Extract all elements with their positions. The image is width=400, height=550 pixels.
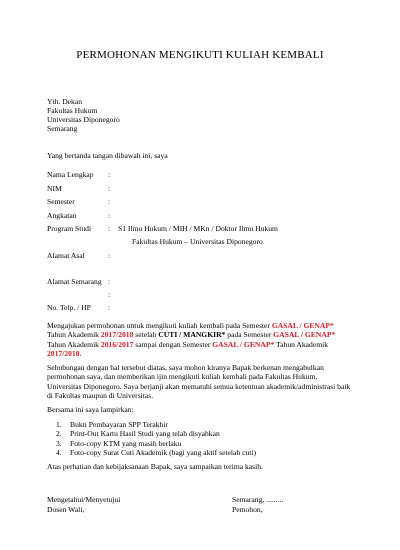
request-paragraph: [47, 321, 357, 358]
request-text: Mengajukan permohonan untuk mengikuti kuliah kembali pada Semester: [47, 321, 272, 330]
field-label-alamat-asal: Alamat Asal: [47, 251, 85, 260]
list-item-number: 1.: [56, 420, 62, 429]
attachments-intro: Bersama ini saya lampirkan:: [47, 405, 134, 414]
field-colon: :: [108, 184, 111, 193]
sign-right-line-2: Pemohon,: [232, 505, 263, 514]
list-item: [56, 429, 256, 438]
paragraph-2: Sehubungan dengan hal tersebut diatas, saya mohon kiranya Bapak berkenan mengabulkan permohonan saya, dan memberikan ijin mengikuti kuliah kembali pada Fakultas Hukum, Universitas Diponegoro. Saya berjanji akan mematuhi semua ketentuan akademik/administrasi baik di Fakultas maupun di Universitas.: [47, 363, 351, 400]
list-item-text: Foto-copy KTM yang masih berlaku: [70, 438, 182, 448]
semester-type-highlight: GASAL / GENAP*: [212, 339, 275, 349]
list-item: [56, 420, 256, 429]
request-text: Tahun Akademik: [274, 339, 329, 349]
request-text: .: [79, 348, 82, 358]
addressee-line-3: Universitas Diponegoro: [47, 115, 120, 124]
closing-text: Atas perhatian dan kebijaksanaan Bapak, saya sampaikan terima kasih.: [47, 462, 263, 471]
semester-type-highlight: GASAL / GENAP*: [271, 321, 334, 330]
semester-type-highlight: GASAL / GENAP*: [273, 330, 336, 340]
field-label-nama: Nama Lengkap: [47, 170, 94, 179]
intro-text: Yang bertanda tangan dibawah ini, saya: [47, 151, 168, 160]
request-text: Tahun Akademik: [47, 339, 101, 349]
field-colon: :: [108, 290, 111, 299]
field-colon: :: [108, 170, 111, 179]
list-item: [56, 439, 256, 448]
field-label-nim: NIM: [47, 184, 62, 193]
field-colon: :: [108, 277, 111, 286]
field-label-angkatan: Angkatan: [47, 211, 77, 220]
field-colon: :: [108, 197, 111, 206]
request-text: Tahun Akademik: [47, 330, 101, 340]
list-item-number: 2.: [56, 429, 62, 439]
request-text: pada Semester: [225, 330, 274, 340]
addressee-line-1: Yth. Dekan: [47, 97, 83, 106]
field-colon: :: [108, 224, 111, 233]
list-item-number: 3.: [56, 438, 62, 448]
cuti-status: CUTI / MANGKIR*: [158, 330, 226, 340]
list-item: [56, 448, 256, 457]
field-label-alamat-semarang: Alamat Semarang: [47, 277, 102, 286]
addressee-line-4: Semarang: [47, 124, 78, 133]
field-label-program-studi: Program Studi: [47, 224, 92, 233]
attachments-list: [56, 420, 256, 457]
list-item-text: Bukti Pembayaran SPP Terakhir: [70, 420, 168, 429]
list-item-number: 4.: [56, 447, 62, 457]
academic-year-highlight: 2016/2017: [100, 339, 134, 349]
field-value-program-studi: S1 Ilmu Hukum / MIH / MKn / Doktor Ilmu Hukum: [118, 224, 278, 233]
sign-right-line-1: Semarang, .........: [232, 495, 284, 504]
field-label-telp: No. Telp. / HP: [47, 303, 91, 312]
list-item-text: Foto-copy Surat Cuti Akademik (bagi yang aktif setelah cuti): [70, 447, 257, 457]
field-value-faculty: Fakultas Hukum – Universitas Diponegoro: [132, 237, 263, 246]
sign-left-line-1: Mengetahui/Menyetujui: [47, 495, 121, 504]
field-label-semester: Semester: [47, 197, 75, 206]
list-item-text: Print-Out Kartu Hasil Studi yang telah disyahkan: [70, 429, 220, 439]
academic-year-highlight: 2017/2018: [100, 330, 134, 340]
addressee-line-2: Fakultas Hukum: [47, 106, 98, 115]
academic-year-highlight: 2017/2018: [47, 348, 80, 358]
document-title: PERMOHONAN MENGIKUTI KULIAH KEMBALI: [76, 49, 324, 61]
field-colon: :: [108, 211, 111, 220]
request-text: setelah: [133, 330, 159, 340]
field-colon: :: [108, 251, 111, 260]
request-text: sampai dengan Semester: [133, 339, 213, 349]
sign-left-line-2: Dosen Wali,: [47, 505, 85, 514]
field-colon: :: [108, 303, 111, 312]
